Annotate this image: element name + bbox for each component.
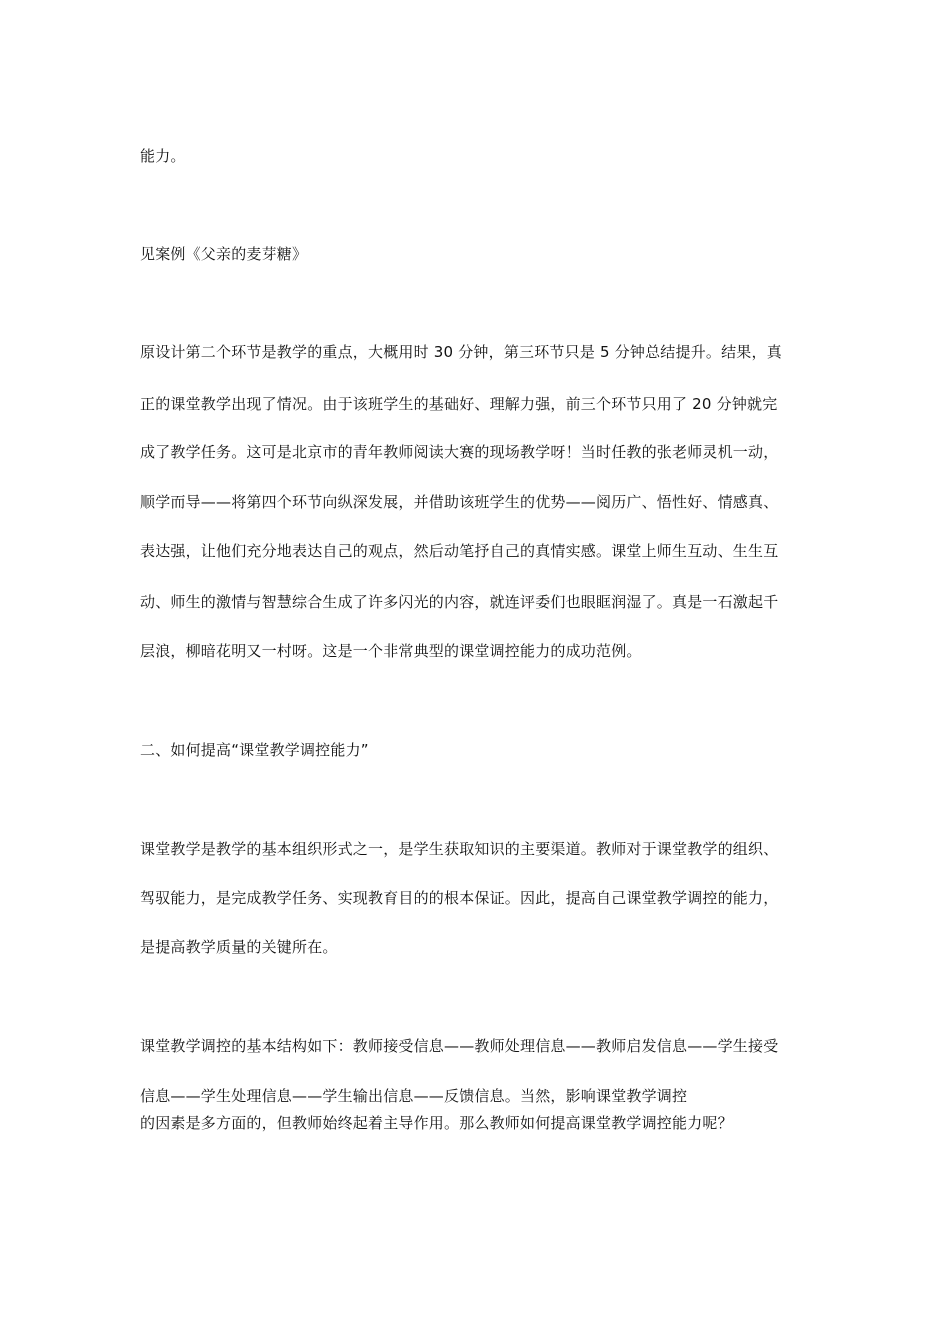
paragraph-line: 课堂教学是教学的基本组织形式之一，是学生获取知识的主要渠道。教师对于课堂教学的组织、	[140, 840, 779, 858]
paragraph-line: 的因素是多方面的，但教师始终起着主导作用。那么教师如何提高课堂教学调控能力呢？	[140, 1114, 733, 1132]
paragraph-line: 是提高教学质量的关键所在。	[140, 938, 338, 956]
paragraph-line: 课堂教学调控的基本结构如下：教师接受信息——教师处理信息——教师启发信息——学生接受	[140, 1037, 779, 1055]
case-reference: 见案例《父亲的麦芽糖》	[140, 245, 308, 263]
paragraph-line: 表达强，让他们充分地表达自己的观点，然后动笔抒自己的真情实感。课堂上师生互动、生生互	[140, 542, 779, 560]
paragraph-line: 正的课堂教学出现了情况。由于该班学生的基础好、理解力强，前三个环节只用了 20 分钟就完	[140, 395, 778, 413]
paragraph-line: 动、师生的激情与智慧综合生成了许多闪光的内容，就连评委们也眼眶润湿了。真是一石激起千	[140, 593, 779, 611]
paragraph-line: 能力。	[140, 147, 186, 165]
paragraph-line: 驾驭能力，是完成教学任务、实现教育目的的根本保证。因此，提高自己课堂教学调控的能力，	[140, 889, 779, 907]
paragraph-line: 成了教学任务。这可是北京市的青年教师阅读大赛的现场教学呀！当时任教的张老师灵机一动，	[140, 443, 779, 461]
paragraph-line: 原设计第二个环节是教学的重点，大概用时 30 分钟，第三环节只是 5 分钟总结提升。结果，真	[140, 343, 782, 361]
section-heading: 二、如何提高“课堂教学调控能力”	[140, 741, 369, 759]
paragraph-line: 层浪，柳暗花明又一村呀。这是一个非常典型的课堂调控能力的成功范例。	[140, 642, 642, 660]
paragraph-line: 顺学而导——将第四个环节向纵深发展，并借助该班学生的优势——阅历广、悟性好、情感真、	[140, 493, 779, 511]
paragraph-line: 信息——学生处理信息——学生输出信息——反馈信息。当然，影响课堂教学调控	[140, 1087, 688, 1105]
